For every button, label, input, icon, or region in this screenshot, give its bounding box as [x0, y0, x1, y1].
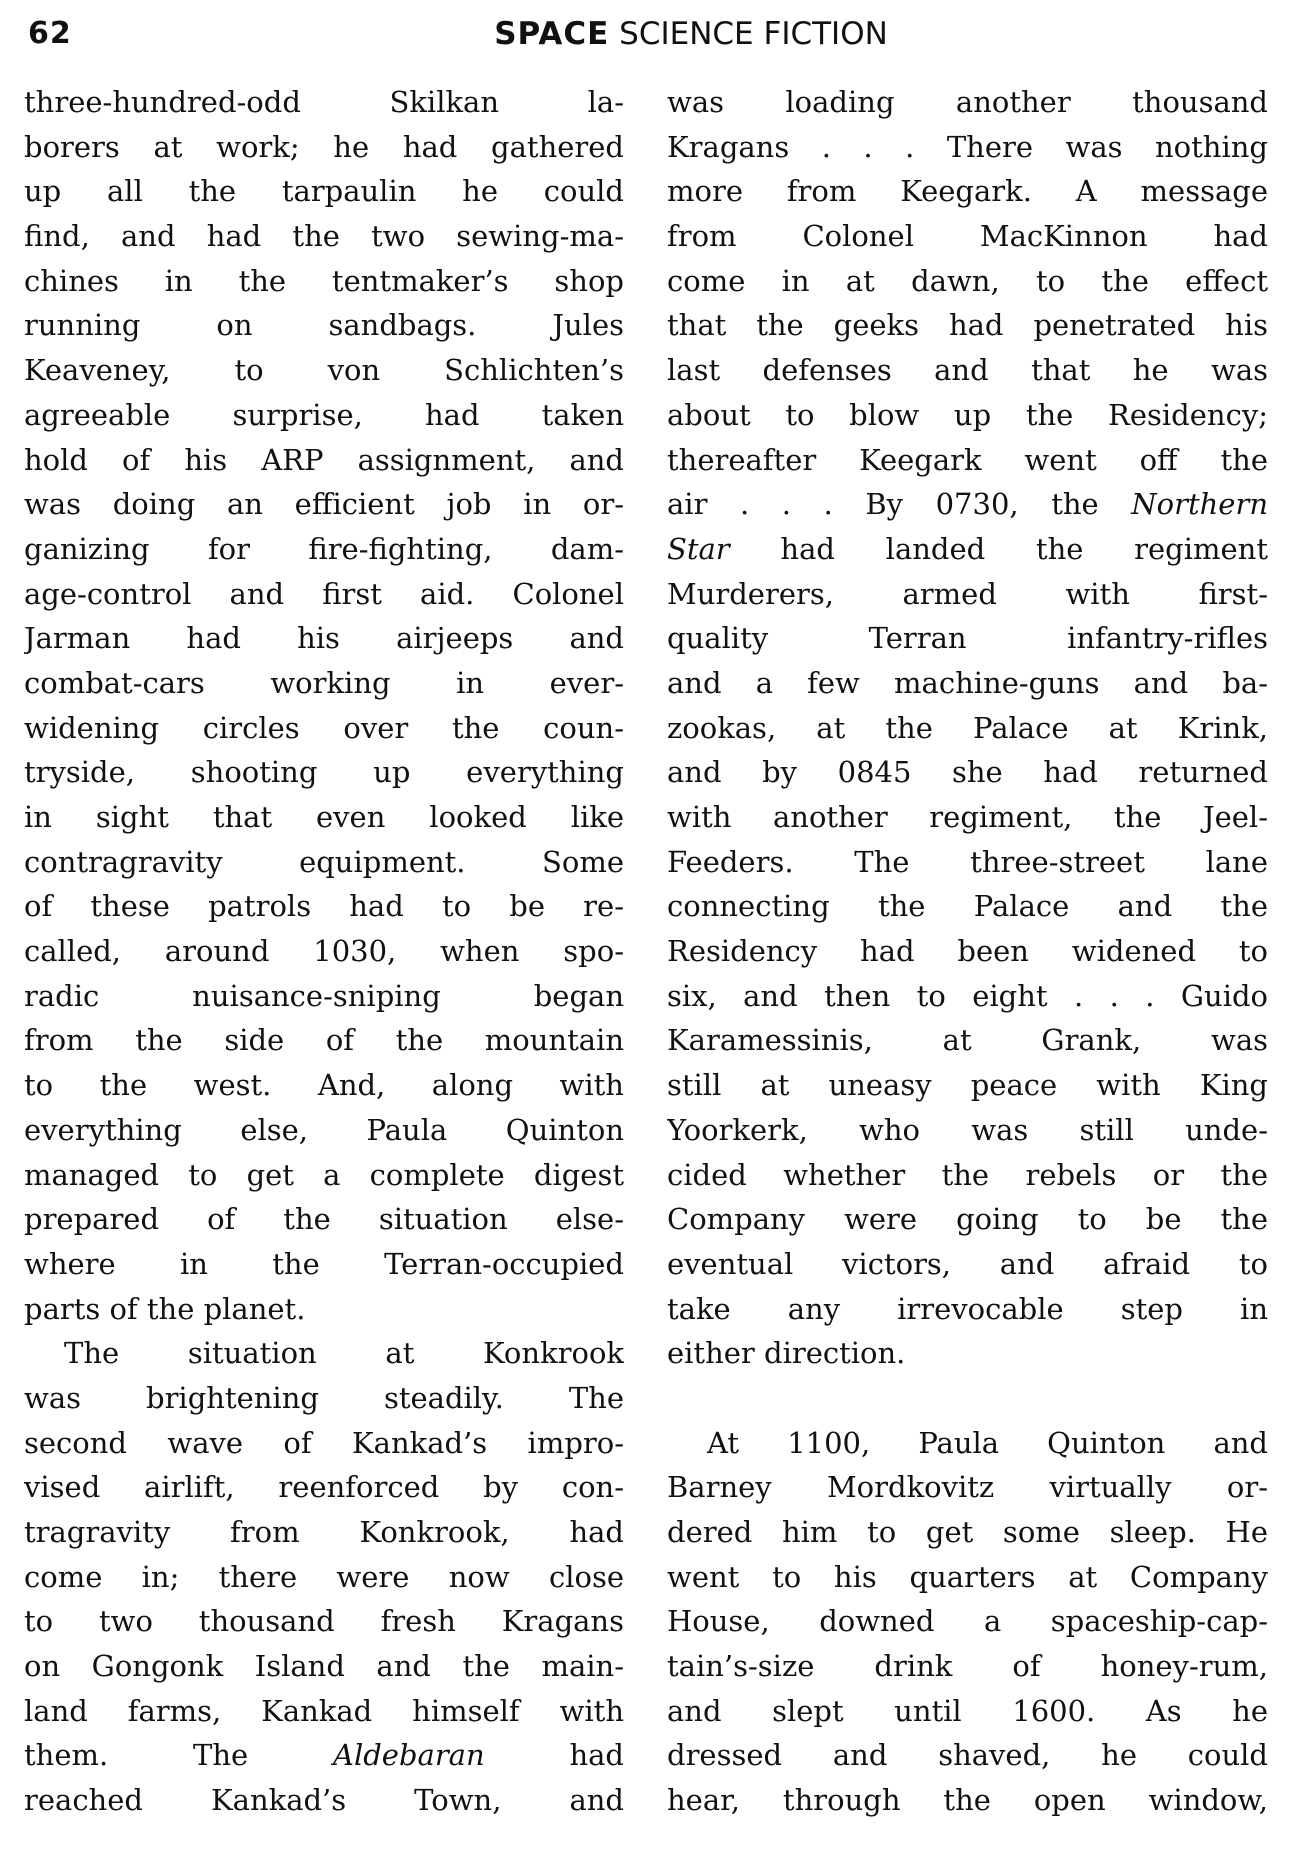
- paragraph-2: [667, 1421, 1268, 1823]
- paragraph-2: [24, 1331, 624, 1823]
- text-line: last defenses and that he was: [667, 353, 1268, 388]
- text-line: cided whether the rebels or the: [667, 1157, 1268, 1192]
- text-line: land farms, Kankad himself with: [24, 1693, 624, 1728]
- text-line: Yoorkerk, who was still unde-: [667, 1112, 1268, 1147]
- text-line: Company were going to be the: [667, 1202, 1268, 1237]
- text-line: with another regiment, the Jeel-: [667, 800, 1268, 834]
- text-line: find, and had the two sewing-ma-: [24, 219, 624, 254]
- text-line: Kragans . . . There was nothing: [667, 129, 1268, 164]
- paragraph-1: [667, 80, 1268, 1376]
- text-line: up all the tarpaulin he could: [24, 174, 624, 209]
- page-number: 62: [28, 16, 72, 51]
- text-line: tragravity from Konkrook, had: [24, 1515, 624, 1549]
- text-line: [24, 1733, 624, 1778]
- text-line: ganizing for fire-fighting, dam-: [24, 531, 624, 566]
- text-line: second wave of Kankad’s impro-: [24, 1425, 624, 1460]
- text-line: eventual victors, and afraid to: [667, 1246, 1268, 1281]
- magazine-title: [28, 16, 1264, 52]
- magazine-title-rest: SCIENCE FICTION: [619, 16, 888, 52]
- magazine-title-bold: SPACE: [494, 16, 610, 52]
- text-line: went to his quarters at Company: [667, 1559, 1268, 1594]
- text-line: agreeable surprise, had taken: [24, 397, 624, 432]
- text-line: take any irrevocable step in: [667, 1291, 1268, 1326]
- text-line: was loading another thousand: [667, 85, 1268, 119]
- text-line: widening circles over the coun-: [24, 710, 624, 745]
- text-line: on Gongonk Island and the main-: [24, 1649, 624, 1684]
- text-line: borers at work; he had gathered: [24, 129, 624, 164]
- text-line: vised airlift, reenforced by con-: [24, 1470, 624, 1505]
- text-line: radic nuisance-sniping began: [24, 978, 624, 1013]
- text-line: from the side of the mountain: [24, 1023, 624, 1058]
- text-line: zookas, at the Palace at Krink,: [667, 710, 1268, 745]
- text-line: in sight that even looked like: [24, 800, 624, 834]
- text-line: tain’s-size drink of honey-rum,: [667, 1649, 1268, 1684]
- text-line: hold of his ARP assignment, and: [24, 442, 624, 477]
- ship-name: Northern: [1131, 487, 1268, 522]
- text-line: of these patrols had to be re-: [24, 889, 624, 924]
- text-line: more from Keegark. A message: [667, 174, 1268, 209]
- text-line: called, around 1030, when spo-: [24, 934, 624, 969]
- text-line: [667, 482, 1268, 527]
- text-line: running on sandbags. Jules: [24, 308, 624, 343]
- text-line: three-hundred-odd Skilkan la-: [24, 85, 624, 119]
- text-line: combat-cars working in ever-: [24, 665, 624, 700]
- text-line: Jarman had his airjeeps and: [24, 621, 624, 656]
- text-fragment: had: [484, 1738, 624, 1773]
- text-line: about to blow up the Residency;: [667, 397, 1268, 432]
- text-line: House, downed a spaceship-cap-: [667, 1604, 1268, 1639]
- section-break: [667, 1376, 1268, 1421]
- text-line: still at uneasy peace with King: [667, 1068, 1268, 1103]
- text-line: The situation at Konkrook: [64, 1336, 624, 1371]
- running-header: [28, 14, 1264, 62]
- text-line: parts of the planet.: [24, 1291, 306, 1326]
- text-line: to two thousand fresh Kragans: [24, 1604, 624, 1639]
- text-line: Murderers, armed with first-: [667, 576, 1268, 611]
- text-line: to the west. And, along with: [24, 1068, 624, 1103]
- paragraph-1: [24, 80, 624, 1331]
- text-line: come in at dawn, to the effect: [667, 263, 1268, 298]
- text-line: thereafter Keegark went off the: [667, 442, 1268, 477]
- text-line: that the geeks had penetrated his: [667, 308, 1268, 343]
- text-line: reached Kankad’s Town, and: [24, 1783, 624, 1818]
- text-line: was doing an efficient job in or-: [24, 487, 624, 522]
- text-line: come in; there were now close: [24, 1559, 624, 1594]
- text-line: where in the Terran-occupied: [24, 1246, 624, 1281]
- text-line: and slept until 1600. As he: [667, 1693, 1268, 1728]
- text-fragment: them. The: [24, 1738, 334, 1773]
- text-line: either direction.: [667, 1336, 906, 1371]
- text-line: quality Terran infantry-rifles: [667, 621, 1268, 656]
- text-line: At 1100, Paula Quinton and: [707, 1425, 1268, 1460]
- text-line: Feeders. The three-street lane: [667, 844, 1268, 879]
- text-line: contragravity equipment. Some: [24, 844, 624, 879]
- text-line: and by 0845 she had returned: [667, 755, 1268, 790]
- text-line: and a few machine-guns and ba-: [667, 665, 1268, 700]
- text-line: six, and then to eight . . . Guido: [667, 978, 1268, 1013]
- text-line: chines in the tentmaker’s shop: [24, 263, 624, 298]
- ship-name: Star: [667, 531, 730, 566]
- ship-name: Aldebaran: [333, 1738, 485, 1773]
- text-line: hear, through the open window,: [667, 1783, 1268, 1818]
- left-column: [24, 80, 624, 1823]
- text-line: dressed and shaved, he could: [667, 1738, 1268, 1773]
- text-line: age-control and first aid. Colonel: [24, 576, 624, 611]
- text-line: Karamessinis, at Grank, was: [667, 1023, 1268, 1058]
- text-line: Barney Mordkovitz virtually or-: [667, 1470, 1268, 1505]
- right-column: [667, 80, 1268, 1823]
- text-line: tryside, shooting up everything: [24, 755, 624, 790]
- text-fragment: air . . . By 0730, the: [667, 487, 1132, 522]
- text-line: [667, 527, 1268, 572]
- text-line: Residency had been widened to: [667, 934, 1268, 969]
- text-line: connecting the Palace and the: [667, 889, 1268, 924]
- text-line: prepared of the situation else-: [24, 1202, 624, 1237]
- text-line: managed to get a complete digest: [24, 1157, 624, 1192]
- text-line: everything else, Paula Quinton: [24, 1112, 624, 1147]
- text-line: Keaveney, to von Schlichten’s: [24, 353, 624, 388]
- text-fragment: had landed the regiment: [729, 531, 1268, 566]
- text-line: dered him to get some sleep. He: [667, 1515, 1268, 1549]
- text-line: from Colonel MacKinnon had: [667, 219, 1268, 254]
- text-line: was brightening steadily. The: [24, 1380, 624, 1415]
